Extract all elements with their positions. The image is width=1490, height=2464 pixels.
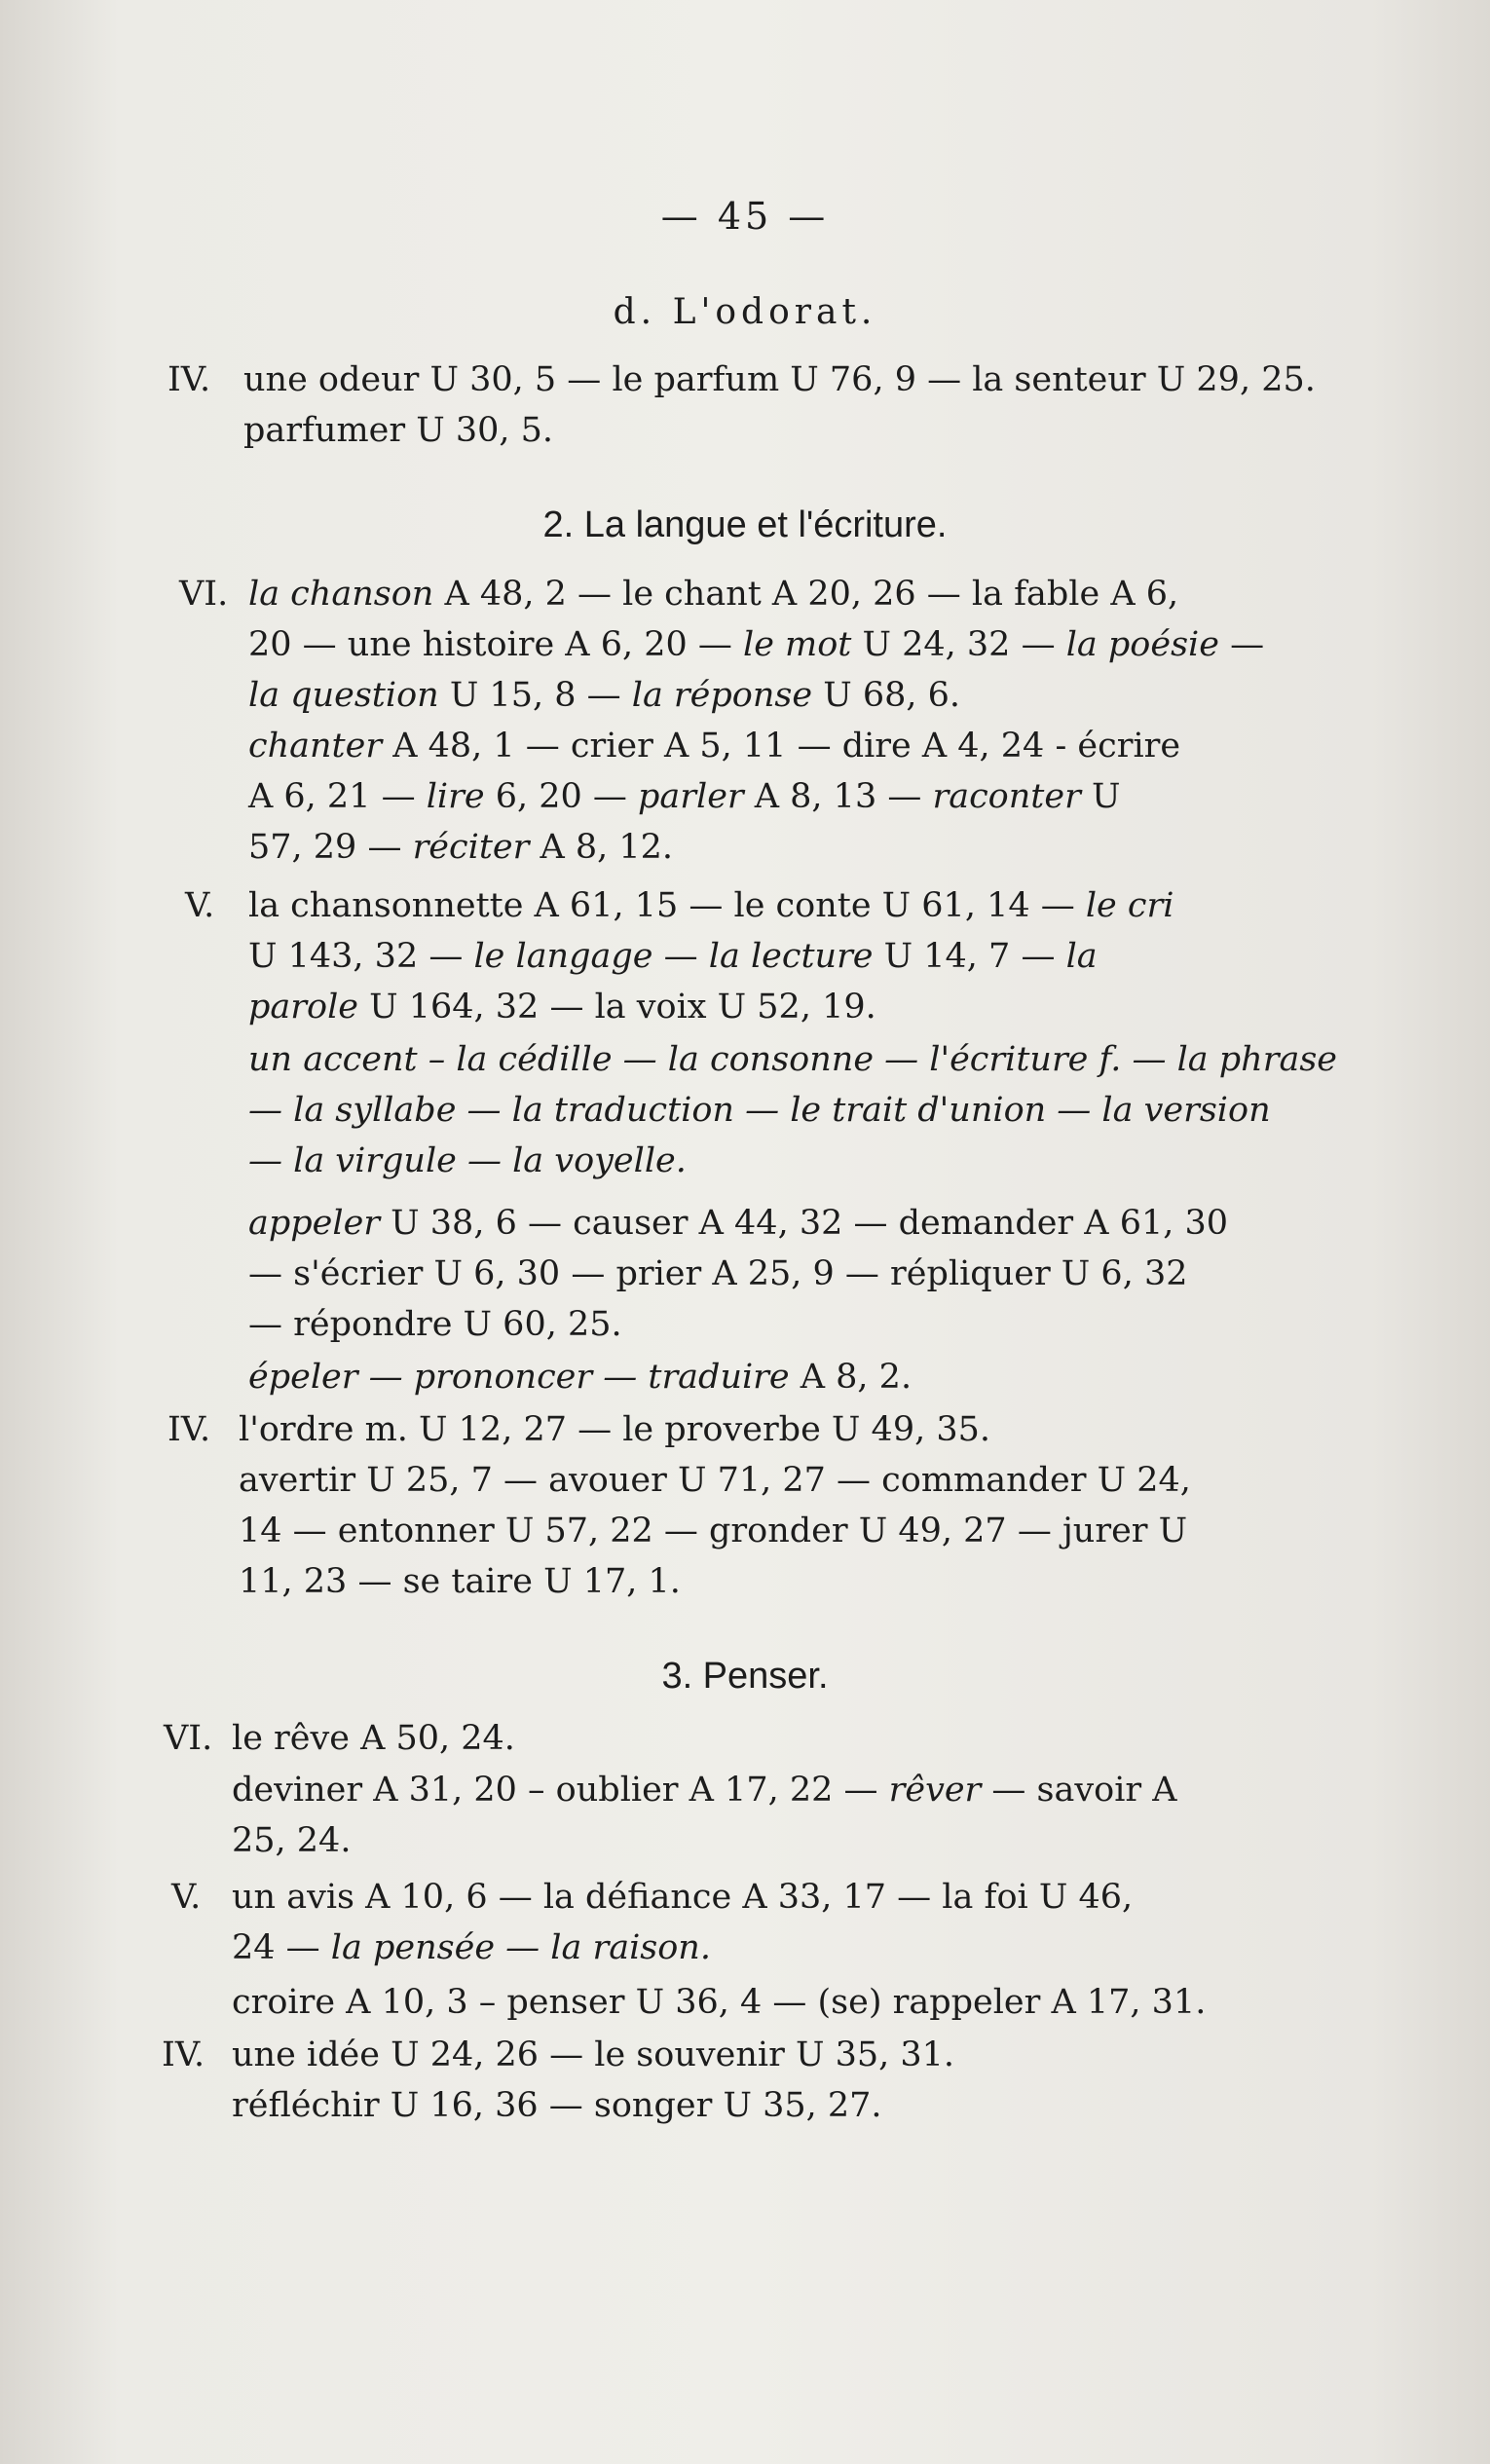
italic-word: raconter bbox=[932, 777, 1081, 816]
section-heading-langue: 2. La langue et l'écriture. bbox=[542, 504, 948, 545]
italic-line: — la virgule — la voyelle. bbox=[248, 1141, 687, 1180]
entry-line: 14 — entonner U 57, 22 — gronder U 49, 27 — jurer U bbox=[239, 1512, 1188, 1550]
entry-line: avertir U 25, 7 — avouer U 71, 27 — commander U 24, bbox=[239, 1461, 1191, 1500]
entry-line: le rêve A 50, 24. bbox=[232, 1719, 515, 1758]
italic-word: parler bbox=[638, 777, 744, 816]
entry-text: 57, 29 — bbox=[248, 828, 413, 867]
entry-text: U 38, 6 — causer A 44, 32 — demander A 61, 30 bbox=[380, 1204, 1229, 1243]
italic-word: appeler bbox=[248, 1204, 381, 1243]
entry-line: 25, 24. bbox=[232, 1821, 352, 1860]
entry-line bbox=[248, 1204, 1228, 1243]
italic-word: la chanson bbox=[248, 575, 434, 614]
entry-line: parfumer U 30, 5. bbox=[243, 411, 554, 450]
entry-line: 20 — une histoire A 6, 20 — le mot U 24, 32 — la poésie — bbox=[248, 625, 1265, 664]
entry-line: un avis A 10, 6 — la défiance A 33, 17 — la foi U 46, bbox=[232, 1878, 1134, 1917]
entry-line: l'ordre m. U 12, 27 — le proverbe U 49, 35. bbox=[239, 1410, 990, 1449]
entry-line bbox=[248, 727, 1180, 765]
entry-text: U 143, 32 — bbox=[248, 937, 474, 976]
level-vi-label: VI. bbox=[164, 1719, 213, 1758]
italic-word: lire bbox=[426, 777, 485, 816]
entry-text: A 48, 1 — crier A 5, 11 — dire A 4, 24 - écrire bbox=[382, 727, 1181, 765]
entry-line: une idée U 24, 26 — le souvenir U 35, 31. bbox=[232, 2035, 955, 2074]
entry-line bbox=[248, 1091, 1271, 1130]
level-iv-label: IV. bbox=[168, 1410, 211, 1449]
italic-word: la poésie bbox=[1065, 625, 1219, 664]
level-v-label: V. bbox=[171, 1878, 202, 1917]
entry-line bbox=[248, 1040, 1337, 1079]
level-iv-label: IV. bbox=[162, 2035, 205, 2074]
entry-line bbox=[232, 1928, 711, 1967]
entry-line: — s'écrier U 6, 30 — prier A 25, 9 — répliquer U 6, 32 bbox=[248, 1254, 1188, 1293]
entry-line bbox=[248, 1141, 687, 1180]
entry-text: U 68, 6. bbox=[812, 676, 961, 715]
entry-text: — savoir A bbox=[981, 1771, 1177, 1810]
italic-word: la question bbox=[248, 676, 439, 715]
entry-line: 11, 23 — se taire U 17, 1. bbox=[239, 1562, 681, 1601]
italic-word: la pensée — la raison. bbox=[330, 1928, 711, 1967]
italic-word: épeler — prononcer — traduire bbox=[248, 1358, 790, 1397]
entry-text: U 14, 7 — bbox=[873, 937, 1066, 976]
entry-line: croire A 10, 3 – penser U 36, 4 — (se) rappeler A 17, 31. bbox=[232, 1983, 1207, 2022]
entry-text: A 8, 12. bbox=[529, 828, 674, 867]
entry-line bbox=[248, 575, 1178, 614]
level-v-label: V. bbox=[185, 886, 215, 925]
entry-line bbox=[248, 828, 673, 867]
entry-text: A 8, 13 — bbox=[743, 777, 933, 816]
italic-word: la lecture bbox=[708, 937, 874, 976]
italic-word: le langage bbox=[473, 937, 653, 976]
entry-text: A 6, 21 — bbox=[248, 777, 427, 816]
entry-text: 24 — bbox=[232, 1928, 331, 1967]
entry-line: — répondre U 60, 25. bbox=[248, 1305, 622, 1344]
entry-line bbox=[248, 988, 876, 1027]
entry-text: U 24, 32 — bbox=[851, 625, 1066, 664]
entry-line: réfléchir U 16, 36 — songer U 35, 27. bbox=[232, 2086, 882, 2125]
entry-text: 20 — une histoire A 6, 20 — bbox=[248, 625, 744, 664]
entry-line bbox=[248, 1358, 912, 1397]
entry-line bbox=[248, 937, 1098, 976]
subsection-odorat: d. L'odorat. bbox=[613, 292, 877, 332]
entry-text: U bbox=[1080, 777, 1121, 816]
italic-word: rêver bbox=[888, 1771, 982, 1810]
entry-line bbox=[248, 676, 960, 715]
entry-text: U 15, 8 — bbox=[438, 676, 632, 715]
level-iv-label: IV. bbox=[168, 360, 211, 399]
italic-word: la réponse bbox=[631, 676, 813, 715]
entry-text: 6, 20 — bbox=[484, 777, 638, 816]
italic-word: chanter bbox=[248, 727, 383, 765]
italic-word: la bbox=[1065, 937, 1098, 976]
italic-word: réciter bbox=[412, 828, 530, 867]
italic-line: un accent – la cédille — la consonne — l'écriture f. — la phrase bbox=[248, 1040, 1338, 1079]
entry-text: U 164, 32 — la voix U 52, 19. bbox=[357, 988, 876, 1027]
entry-line bbox=[248, 777, 1120, 816]
entry-text: A 8, 2. bbox=[789, 1358, 913, 1397]
entry-text: la chansonnette A 61, 15 — le conte U 61, 14 — bbox=[248, 886, 1086, 925]
entry-text: — bbox=[652, 937, 709, 976]
level-vi-label: VI. bbox=[179, 575, 229, 614]
italic-line: — la syllabe — la traduction — le trait d'union — la version bbox=[248, 1091, 1271, 1130]
italic-word: le cri bbox=[1085, 886, 1174, 925]
entry-line bbox=[248, 886, 1173, 925]
entry-text: deviner A 31, 20 – oublier A 17, 22 — bbox=[232, 1771, 889, 1810]
entry-line: une odeur U 30, 5 — le parfum U 76, 9 — la senteur U 29, 25. bbox=[243, 360, 1316, 399]
section-heading-penser: 3. Penser. bbox=[661, 1656, 829, 1697]
entry-text: A 48, 2 — le chant A 20, 26 — la fable A 6, bbox=[433, 575, 1179, 614]
italic-word: le mot bbox=[743, 625, 852, 664]
entry-line bbox=[232, 1771, 1177, 1810]
page-number: — 45 — bbox=[660, 195, 830, 238]
italic-word: parole bbox=[248, 988, 358, 1027]
